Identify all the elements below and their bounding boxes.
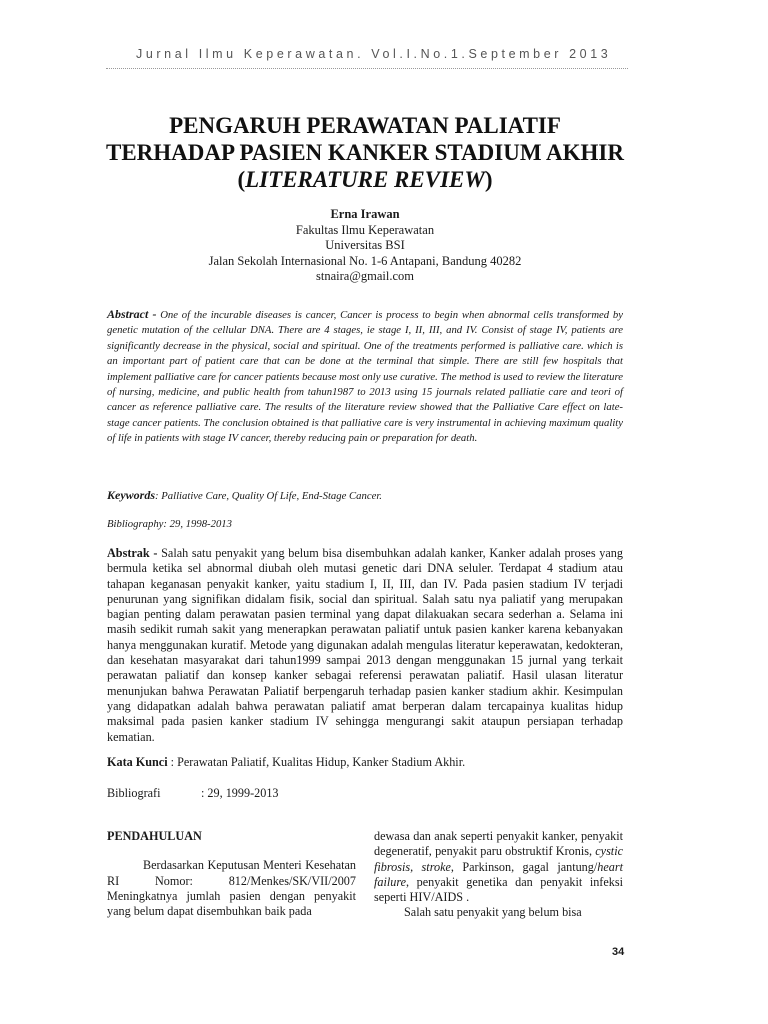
title-paren-open: ( — [237, 167, 246, 192]
right-text-b: , Parkinson, gagal jantung/ — [450, 859, 598, 874]
bibliografi-value: : 29, 1999-2013 — [201, 786, 279, 800]
intro-paragraph-right-2: Salah satu penyakit yang belum bisa — [404, 905, 582, 920]
author-address: Jalan Sekolah Internasional No. 1-6 Antapani, Bandung 40282 — [208, 253, 522, 268]
title-paren-close: ) — [484, 167, 493, 192]
abstract-english — [107, 307, 623, 447]
right-text-c: , penyakit genetika dan penyakit infeksi seperti HIV/AIDS . — [374, 874, 623, 905]
author-faculty: Fakultas Ilmu Keperawatan — [295, 222, 435, 237]
right-text-italic-1: cystic fibrosis, stroke — [374, 844, 623, 874]
intro-paragraph-right — [374, 829, 623, 905]
title-line-2: TERHADAP PASIEN KANKER STADIUM AKHIR — [106, 140, 624, 165]
title-line-3 — [0, 166, 730, 193]
kata-kunci-label: Kata Kunci — [107, 755, 168, 769]
bibliography-en: Bibliography: 29, 1998-2013 — [107, 518, 232, 530]
left-column — [107, 829, 356, 919]
section-heading: PENDAHULUAN — [107, 829, 202, 843]
keywords-text: : Palliative Care, Quality Of Life, End-Stage Cancer. — [155, 490, 382, 502]
abstract-indonesian — [107, 546, 623, 745]
bibliografi-label: Bibliografi — [107, 786, 161, 800]
title-literature-review: LITERATURE REVIEW — [245, 167, 485, 192]
abstrak-text: Salah satu penyakit yang belum bisa disembuhkan adalah kanker, Kanker adalah proses yang bermula ketika sel abnormal diubah oleh mutasi genetic dari DNA seluler. Terdapat 4 stadium atau tahapan keganasan penyakit kanker, yaitu stadium I, II, III, dan IV. Pada pasien stadium IV terjadi penurunan yang signifikan didalam fisik, social dan spiritual. Salah satu nya paliatif yang merupakan bagian penting dalam perawatan pasien terminal yang dapat dilakuakan secara sederhan a. Selama ini masih sedikit rumah sakit yang menerapkan perawatan paliatif untuk pasien kanker karena kebanyakan hanya menggunakan kuratif. Metode yang digunakan adalah mengulas literatur keperawatan, kedokteran, dan kesehatan masyarakat dari tahun1999 sampai 2013 dengan menggunakan 15 jurnal yang terkait perawatan paliatif dan konsep kanker sebagai referensi perawatan paliatif. Hasil ulasan literatur menunjukan bahwa Perawatan Paliatif berpengaruh terhadap pasien kanker stadium akhir. Kesimpulan yang didapatkan adalah bahwa perawatan paliatif amat berperan dalam tercapainya kualitas hidup maksimal pada pasien kanker stadium IV sehingga mengurangi sakit ataupun persiapan terhadap kematian. — [107, 546, 623, 744]
header-divider — [106, 68, 628, 69]
abstrak-label: Abstrak - — [107, 546, 158, 560]
author-block — [0, 207, 730, 285]
intro-paragraph-left: Berdasarkan Keputusan Menteri Kesehatan RI Nomor: 812/Menkes/SK/VII/2007 Meningkatnya jumlah pasien dengan penyakit yang belum dapat disembuhkan baik pada — [107, 858, 356, 919]
title-line-1: PENGARUH PERAWATAN PALIATIF — [169, 113, 561, 138]
right-text-a: dewasa dan anak seperti penyakit kanker, penyakit degeneratif, penyakit paru obstruktif Kronis, — [374, 829, 623, 859]
keywords-en — [107, 488, 623, 503]
bibliografi — [107, 786, 279, 801]
abstract-en-text: One of the incurable diseases is cancer, Cancer is process to begin when abnormal cells transformed by genetic mutation of the cellular DNA. There are 4 stages, ie stage I, II, III, and IV. Consist of stage IV, patients are significantly decrease in the physical, social and spiritual. One of the treatments performed is palliative care. which is an important part of patient care that can be done at the terminal that simple. There are still few hospitals that implement palliative care for cancer patients because most only use curative. The method is used to review the literature of nursing, medicine, and public health from tahun1987 to 2013 using 15 journals related palliatie care and teori of cancer as reference palliative care. The results of the literature review showed that the Palliative Care effect on late-stage cancer patients. The conclusion obtained is that palliative care is very instrumental in achieving maximum quality of life in patients with stage IV cancer, thereby reducing pain or preparation for death. — [107, 309, 623, 445]
kata-kunci — [107, 755, 623, 770]
journal-header: Jurnal Ilmu Keperawatan. Vol.I.No.1.September 2013 — [136, 47, 612, 61]
author-university: Universitas BSI — [325, 238, 405, 252]
right-column — [374, 829, 623, 921]
keywords-label: Keywords — [107, 488, 155, 502]
paper-title — [0, 112, 730, 193]
right-text-italic-2: heart failure — [374, 859, 623, 889]
page-number: 34 — [612, 946, 625, 958]
kata-kunci-text: : Perawatan Paliatif, Kualitas Hidup, Kanker Stadium Akhir. — [170, 755, 466, 769]
author-name: Erna Irawan — [330, 207, 400, 221]
author-email: stnaira@gmail.com — [316, 269, 414, 283]
abstract-en-label: Abstract - — [107, 307, 157, 321]
